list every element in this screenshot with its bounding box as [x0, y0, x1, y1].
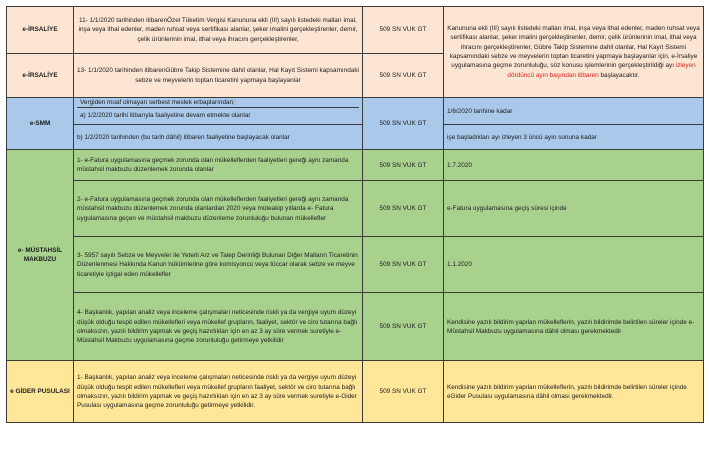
- irsaliye-deadline-main: Kanununa ekli (III) sayılı listedeki malları imal, inşa veya ithal edenler, maden ruhsat veya sertifikası alanlar, şeker imalini gerçekleştirenler, demir, çelik ürünlerinin imal, ithal veya ihracını gerçekleştirenler, Gübre Takip Sistemine dahil olanlar, Hal Kayıt Sistemi kapsamındaki sebze ve meyvelerin toptan ticaretini yapmaya başlayanlar için, e-İrsaliye uygulamasına geçme zorunluluğu, söz konusu işlemlerinin gerçekleştirildiği ayı: [447, 24, 700, 70]
- irsaliye-deadline: [444, 7, 704, 98]
- label-e-gider-pusulasi: e GİDER PUSULASI: [7, 361, 74, 423]
- mustahsil-row1-description: 1- e-Fatura uygulamasına geçmek zorunda olan mükelleflerden faaliyetleri gereği aynı zamanda müstahsil makbuzu düzenlemek zorunda olanlar: [74, 150, 363, 181]
- irsaliye-row1-description: 11- 1/1/2020 tarihinden itibarenÖzel Tüketim Vergisi Kanununa ekli (III) sayılı listedeki malları imal, inşa veya ithal edenler, maden ruhsat veya sertifikası alanlar, şeker imalini gerçekleştirenler, demir, çelik ürünlerinin imal, ithal veya ihracını gerçekleştirenler,: [74, 7, 363, 54]
- e-document-transition-table: [6, 6, 704, 423]
- table-row-smm-b: [7, 125, 704, 150]
- table-row-mustahsil-4: [7, 293, 704, 361]
- irsaliye-deadline-highlight: izleyen dördüncü ayın başından itibaren: [507, 62, 696, 79]
- label-e-smm: e-SMM: [7, 98, 74, 150]
- table-row-irsaliye-1: [7, 7, 704, 54]
- table-row-smm-a: [7, 98, 704, 125]
- irsaliye-deadline-end: başlayacaktır.: [600, 71, 640, 79]
- label-e-irsaliye: e-İRSALİYE: [7, 7, 74, 54]
- smm-row-b-description: b) 1/2/2020 tarihinden (bu tarih dâhil) itibaren faaliyetine başlayacak olanlar: [74, 125, 363, 150]
- mustahsil-row2-description: 2- e-Fatura uygulamasına geçmek zorunda olan mükelleflerden faaliyetleri gereği aynı zamanda müstahsil makbuzu düzenlemek zorunda olanlardan 2020 veya müteakip yıllarda e- Fatura uygulamasına geçen ve müstahsil makbuzu düzenleme zorunluluğu bulunan mükellefler: [74, 181, 363, 237]
- irsaliye-row1-code: 509 SN VUK GT: [363, 7, 444, 54]
- label-e-irsaliye-2: e-İRSALİYE: [7, 54, 74, 98]
- mustahsil-row1-code: 509 SN VUK GT: [363, 150, 444, 181]
- smm-header: Vergiden muaf olmayan serbest meslek erbaplarından;: [77, 99, 359, 108]
- mustahsil-row1-deadline: 1.7.2020: [444, 150, 704, 181]
- smm-row-a-deadline: 1/6/2020 tarihine kadar: [444, 98, 704, 125]
- mustahsil-row3-description: 3- 5957 sayılı Sebze ve Meyveler ile Yeterli Arz ve Talep Derinliği Bulunan Diğer Malların Ticaretinin Düzenlenmesi Hakkında Kanun hükümlerine göre komisyoncu veya tüccar olarak sebze ve meyve ticaretiyle iştigal eden mükellefler: [74, 237, 363, 293]
- gider-deadline: Kendisine yazılı bildirim yapılan mükelleflerin, yazılı bildirimde belirtilen süreler içinde eGider Pusulası uygulamasına dâhil olması gerekmektedir.: [444, 361, 704, 423]
- label-e-mustahsil-makbuzu: e- MÜSTAHSİL MAKBUZU: [7, 150, 74, 361]
- smm-code: 509 SN VUK GT: [363, 98, 444, 150]
- irsaliye-row2-description: 13- 1/1/2020 tarihinden itibarenGübre Takip Sistemine dahil olanlar, Hal Kayıt Sistemi kapsamındaki sebze ve meyvelerin toptan ticaretini yapmaya başlayanlar: [74, 54, 363, 98]
- mustahsil-row4-code: 509 SN VUK GT: [363, 293, 444, 361]
- mustahsil-row2-code: 509 SN VUK GT: [363, 181, 444, 237]
- mustahsil-row4-description: 4- Başkanlık, yapılan analiz veya inceleme çalışmaları neticesinde riskli ya da vergiye uyum düzeyi düşük olduğu tespit edilen mükellefleri veya mükellef grupların, faaliyet, sektör ve ciro tutarına bağlı olmaksızın, yazılı bildirim yapmak ve geçiş hazırlıkları için en az 3 ay süre vermek suretiyle e-Müstahsil Makbuzu uygulamasına geçme zorunluluğu getirmeye yetkilidir: [74, 293, 363, 361]
- mustahsil-row3-code: 509 SN VUK GT: [363, 237, 444, 293]
- gider-code: 509 SN VUK GT: [363, 361, 444, 423]
- table-row-mustahsil-3: [7, 237, 704, 293]
- smm-row-a-cell: [74, 98, 363, 125]
- mustahsil-row4-deadline: Kendisine yazılı bildirim yapılan mükelleflerin, yazılı bildirimde belirtilen süreler içinde e-Müstahsil Makbuzu uygulamasına dâhil olması gerekmektedir: [444, 293, 704, 361]
- mustahsil-row2-deadline: e-Fatura uygulamasına geçiş süresi içinde: [444, 181, 704, 237]
- table-row-gider-pusulasi: [7, 361, 704, 423]
- mustahsil-row3-deadline: 1.1.2020: [444, 237, 704, 293]
- gider-description: 1- Başkanlık, yapılan analiz veya inceleme çalışmaları neticesinde riskli ya da vergiye uyum düzeyi düşük olduğu tespit edilen mükellefleri veya mükellef grupların faaliyet, sektör ve ciro tutarına bağlı olmaksızın, yazılı bildirim yapmak ve geçiş hazırlıkları için en az 3 ay süre vermek suretiyle e-Gider Pusulası uygulamasına geçme zorunluluğu getirmeye yetkilidir.: [74, 361, 363, 423]
- irsaliye-row2-code: 509 SN VUK GT: [363, 54, 444, 98]
- table-row-mustahsil-1: [7, 150, 704, 181]
- smm-row-a-description: a) 1/2/2020 tarihi itibarıyla faaliyetine devam etmekte olanlar: [80, 112, 251, 119]
- table-row-mustahsil-2: [7, 181, 704, 237]
- smm-row-b-deadline: işe başladıkları ayı izleyen 3 üncü ayın sonuna kadar: [444, 125, 704, 150]
